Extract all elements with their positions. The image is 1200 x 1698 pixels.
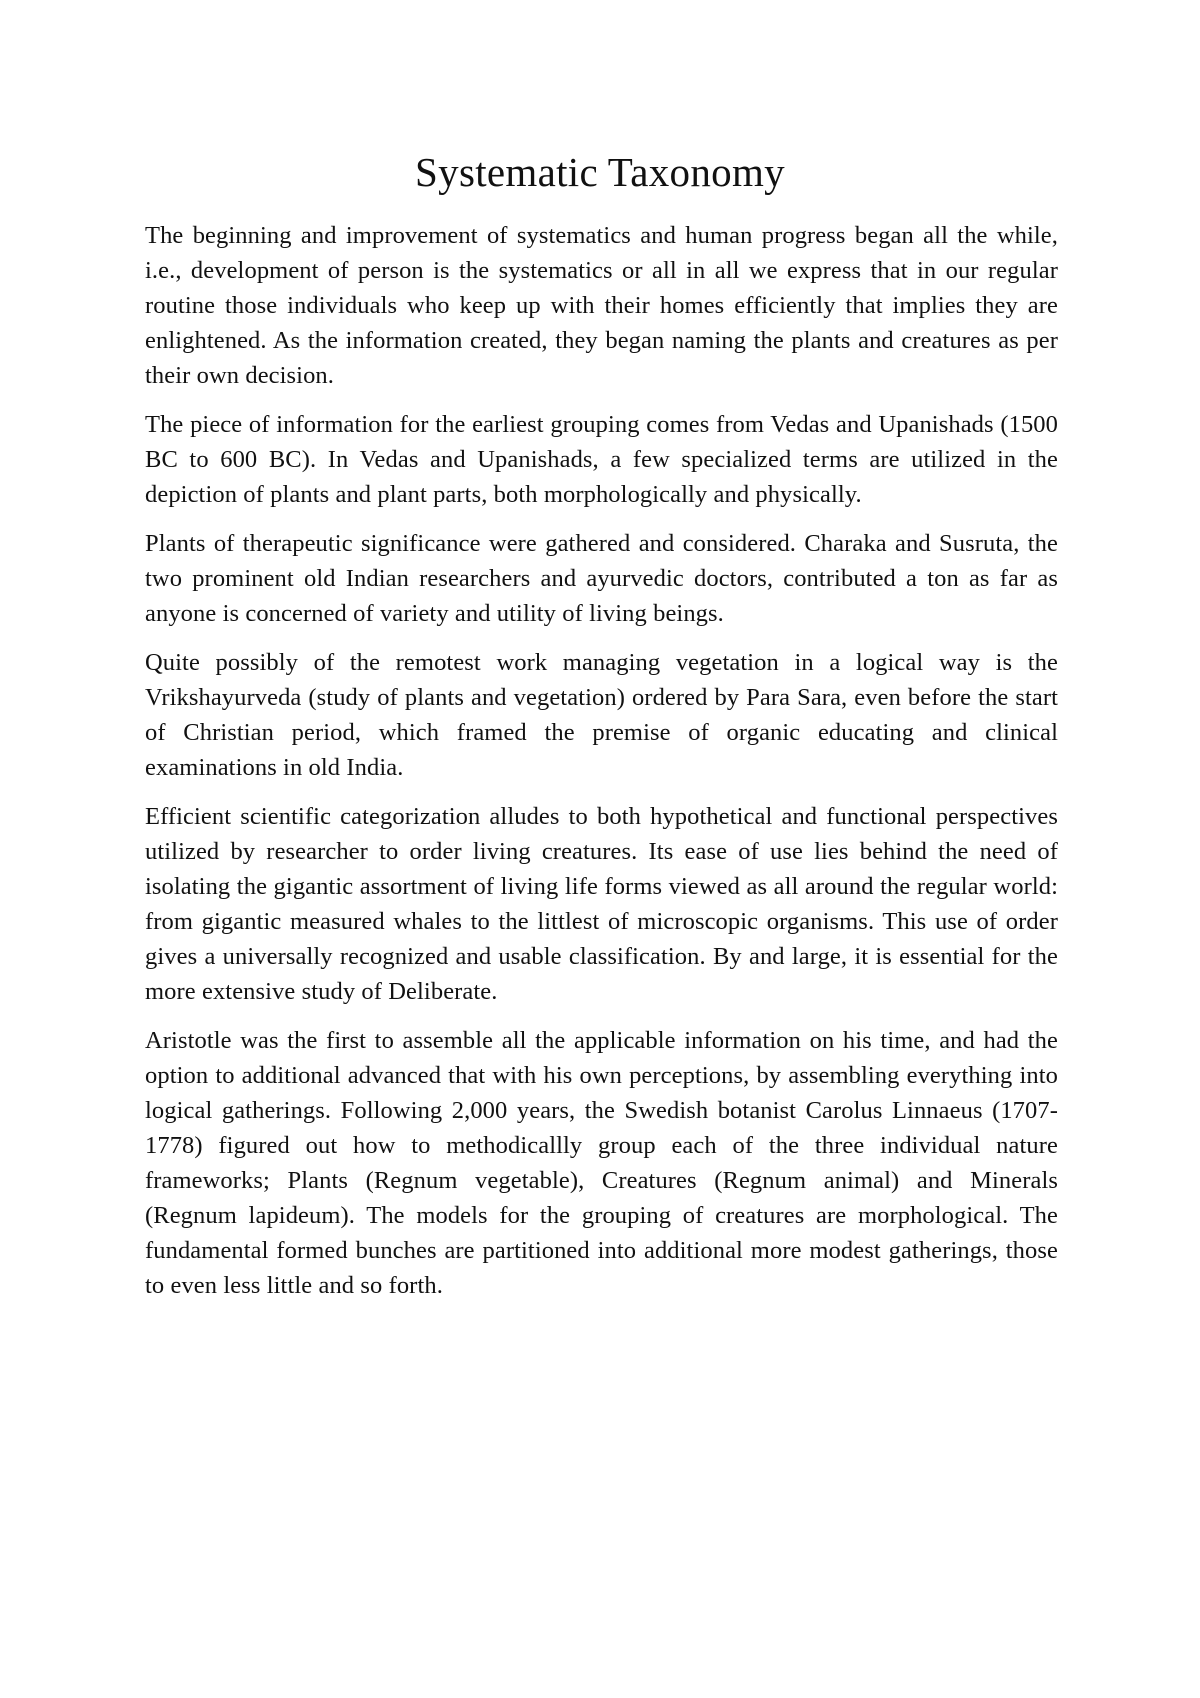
paragraph-scientific-categorization: Efficient scientific categorization alludes to both hypothetical and functional perspectives utilized by researcher to order living creatures. Its ease of use lies behind the need of isolating the gigantic assortment of living life forms viewed as all around the regular world: from gigantic measured whales to the littlest of microscopic organisms. This use of order gives a universally recognized and usable classification. By and large, it is essential for the more extensive study of Deliberate.	[145, 803, 1058, 1005]
paragraph-origins: The beginning and improvement of systematics and human progress began all the while, i.e., development of person is the systematics or all in all we express that in our regular routine those individuals who keep up with their homes efficiently that implies they are enlightened. As the information created, they began naming the plants and creatures as per their own decision.	[145, 222, 1058, 389]
paragraph-vrikshayurveda: Quite possibly of the remotest work managing vegetation in a logical way is the Vrikshayurveda (study of plants and vegetation) ordered by Para Sara, even before the start of Christian period, which framed the premise of organic educating and clinical examinations in old India.	[145, 649, 1058, 781]
paragraph-aristotle-linnaeus: Aristotle was the first to assemble all the applicable information on his time, and had the option to additional advanced that with his own perceptions, by assembling everything into logical gatherings. Following 2,000 years, the Swedish botanist Carolus Linnaeus (1707-1778) figured out how to methodicallly group each of the three individual nature frameworks; Plants (Regnum vegetable), Creatures (Regnum animal) and Minerals (Regnum lapideum). The models for the grouping of creatures are morphological. The fundamental formed bunches are partitioned into additional more modest gatherings, those to even less little and so forth.	[145, 1027, 1058, 1299]
page-title: Systematic Taxonomy	[415, 149, 785, 195]
paragraph-vedas: The piece of information for the earliest grouping comes from Vedas and Upanishads (1500 BC to 600 BC). In Vedas and Upanishads, a few specialized terms are utilized in the depiction of plants and plant parts, both morphologically and physically.	[145, 411, 1058, 508]
document-body	[145, 218, 1058, 1317]
paragraph-charaka-susruta: Plants of therapeutic significance were gathered and considered. Charaka and Susruta, the two prominent old Indian researchers and ayurvedic doctors, contributed a ton as far as anyone is concerned of variety and utility of living beings.	[145, 530, 1058, 627]
